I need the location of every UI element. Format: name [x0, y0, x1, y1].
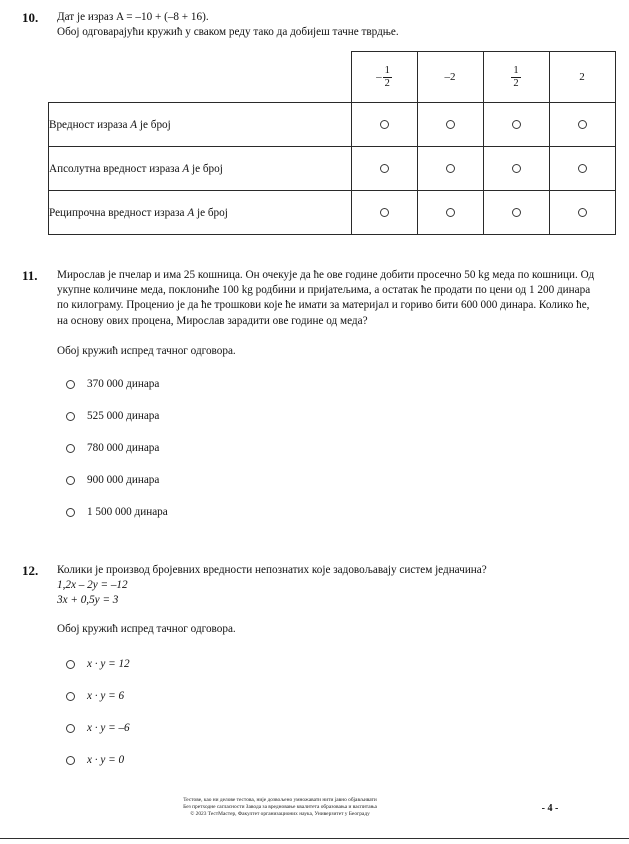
- radio-circle[interactable]: [512, 208, 521, 217]
- statement-text-pre: Реципрочна вредност израза: [49, 206, 188, 219]
- choice-bullet[interactable]: [57, 756, 87, 765]
- choice-11-b[interactable]: [57, 400, 168, 432]
- radio-circle[interactable]: [380, 120, 389, 129]
- radio-circle[interactable]: [66, 660, 75, 669]
- question-12: [0, 563, 629, 637]
- question-11-prompt-line-1: Мирослав је пчелар и има 25 кошница. Он очекује да ће ове године добити просечно 50 kg меда по кошници. Од: [57, 269, 595, 281]
- row-statement-reciprocal: [49, 191, 352, 235]
- question-12-equation-1: 1,2x – 2y = –12: [57, 579, 128, 592]
- fraction-numerator: 1: [513, 65, 519, 77]
- statement-variable: A: [187, 206, 195, 219]
- choice-label: 1 500 000 динара: [87, 506, 168, 518]
- question-12-prompt-line-1: Колики је производ бројевних вредности непознатих које задовољавају систем једначина?: [57, 564, 487, 576]
- row-statement-absolute: [49, 147, 352, 191]
- table-row: [49, 191, 616, 235]
- statement-variable: A: [182, 162, 190, 175]
- choice-label: x · y = 12: [87, 658, 130, 670]
- choice-label: 780 000 динара: [87, 442, 160, 454]
- footer-copyright: [100, 797, 460, 819]
- choice-12-c[interactable]: [57, 712, 130, 744]
- footer-line-3: © 2023 ТестМастер, Факултет организационих наука, Универзитет у Београду: [190, 811, 370, 818]
- radio-circle[interactable]: [66, 692, 75, 701]
- column-header-minus-two: –2: [417, 52, 483, 103]
- statement-text-post: је број: [194, 206, 228, 219]
- choice-label: x · y = –6: [87, 722, 130, 734]
- radio-circle[interactable]: [512, 164, 521, 173]
- minus-sign: –: [376, 71, 382, 83]
- radio-cell-r3c3[interactable]: [483, 191, 549, 235]
- statement-variable: A: [130, 118, 138, 131]
- question-11-instruction: Обој кружић испред тачног одговора.: [57, 344, 236, 357]
- choice-12-b[interactable]: [57, 680, 130, 712]
- choice-label: 525 000 динара: [87, 410, 160, 422]
- question-10-answer-grid: [48, 51, 610, 235]
- choice-bullet[interactable]: [57, 692, 87, 701]
- radio-cell-r1c3[interactable]: [483, 103, 549, 147]
- question-12-instruction: Обој кружић испред тачног одговора.: [57, 623, 236, 636]
- radio-circle[interactable]: [66, 756, 75, 765]
- radio-circle[interactable]: [380, 208, 389, 217]
- radio-circle[interactable]: [578, 208, 587, 217]
- answer-grid-header-row: [49, 52, 616, 103]
- choice-bullet[interactable]: [57, 476, 87, 485]
- footer-line-2: Без претходне сагласности Завода за вредновање квалитета образовања и васпитања: [183, 804, 377, 811]
- radio-cell-r1c4[interactable]: [549, 103, 615, 147]
- statement-text-pre: Апсолутна вредност израза: [49, 162, 183, 175]
- radio-circle[interactable]: [66, 724, 75, 733]
- radio-circle[interactable]: [512, 120, 521, 129]
- choice-bullet[interactable]: [57, 444, 87, 453]
- question-12-choices: [57, 648, 130, 776]
- question-11-prompt-line-2: укупне количине меда, поклониће 100 kg родбини и пријатељима, а остатак ће продати по цени од 1 200 динара: [57, 284, 591, 297]
- radio-cell-r2c2[interactable]: [417, 147, 483, 191]
- fraction-one-half: [383, 65, 392, 89]
- radio-cell-r3c1[interactable]: [351, 191, 417, 235]
- radio-circle[interactable]: [446, 120, 455, 129]
- column-header-one-half: [483, 52, 549, 103]
- question-11-prompt-line-4: на основу ових процена, Мирослав зарадити ове године од меда?: [57, 314, 368, 327]
- radio-circle[interactable]: [66, 412, 75, 421]
- table-row: [49, 103, 616, 147]
- answer-grid-table: [48, 51, 616, 235]
- question-10-prompt-line-2: Обој одговарајући кружић у сваком реду тако да добијеш тачне тврдње.: [57, 26, 399, 39]
- radio-circle[interactable]: [66, 476, 75, 485]
- radio-cell-r1c2[interactable]: [417, 103, 483, 147]
- radio-cell-r2c3[interactable]: [483, 147, 549, 191]
- question-12-prompt: [57, 563, 609, 637]
- fraction-denominator: 2: [513, 77, 519, 89]
- footer-line-1: Тестове, као ни делове тестова, није дозвољено умножавати нити јавно објављивати: [183, 797, 377, 803]
- row-statement-value: [49, 103, 352, 147]
- statement-text-pre: Вредност израза: [49, 118, 131, 131]
- radio-circle[interactable]: [578, 164, 587, 173]
- page-number: - 4 -: [541, 803, 559, 814]
- choice-12-a[interactable]: [57, 648, 130, 680]
- question-11-prompt-line-3: по килограму. Проценио је да ће трошкови које ће имати за материјал и гориво бити 600 000 динара. Колико ће,: [57, 299, 590, 312]
- choice-bullet[interactable]: [57, 412, 87, 421]
- radio-circle[interactable]: [446, 164, 455, 173]
- radio-circle[interactable]: [66, 380, 75, 389]
- fraction-denominator: 2: [384, 77, 390, 89]
- choice-11-c[interactable]: [57, 432, 168, 464]
- footer-divider: [0, 838, 629, 839]
- radio-circle[interactable]: [66, 508, 75, 517]
- choice-11-e[interactable]: [57, 496, 168, 528]
- choice-label: 900 000 динара: [87, 474, 160, 486]
- question-10-prompt: [57, 10, 609, 40]
- column-header-two: 2: [549, 52, 615, 103]
- radio-cell-r3c2[interactable]: [417, 191, 483, 235]
- choice-11-a[interactable]: [57, 368, 168, 400]
- choice-11-d[interactable]: [57, 464, 168, 496]
- radio-circle[interactable]: [578, 120, 587, 129]
- question-11-number: 11.: [22, 268, 38, 283]
- choice-label: 370 000 динара: [87, 378, 160, 390]
- question-12-number: 12.: [22, 563, 39, 578]
- fraction-numerator: 1: [384, 65, 390, 77]
- question-11-choices: [57, 368, 168, 528]
- radio-cell-r1c1[interactable]: [351, 103, 417, 147]
- spacer: [57, 607, 609, 622]
- radio-cell-r2c4[interactable]: [549, 147, 615, 191]
- choice-bullet[interactable]: [57, 380, 87, 389]
- header-spacer: [49, 52, 352, 103]
- choice-12-d[interactable]: [57, 744, 130, 776]
- question-12-equation-2: 3x + 0,5y = 3: [57, 593, 119, 606]
- question-11-prompt: [57, 268, 609, 359]
- radio-circle[interactable]: [66, 444, 75, 453]
- question-10-prompt-line-1: Дат је израз A = –10 + (–8 + 16).: [57, 11, 209, 23]
- radio-cell-r2c1[interactable]: [351, 147, 417, 191]
- statement-text-post: је број: [137, 118, 171, 131]
- fraction-one-half: [511, 65, 520, 89]
- spacer: [57, 329, 609, 344]
- table-row: [49, 147, 616, 191]
- radio-cell-r3c4[interactable]: [549, 191, 615, 235]
- choice-bullet[interactable]: [57, 660, 87, 669]
- choice-label: x · y = 0: [87, 754, 125, 766]
- question-10-number: 10.: [22, 10, 39, 25]
- question-10: [0, 10, 629, 40]
- choice-bullet[interactable]: [57, 724, 87, 733]
- radio-circle[interactable]: [446, 208, 455, 217]
- radio-circle[interactable]: [380, 164, 389, 173]
- page-footer: [0, 795, 629, 844]
- statement-text-post: је број: [189, 162, 223, 175]
- column-header-minus-one-half: [351, 52, 417, 103]
- choice-bullet[interactable]: [57, 508, 87, 517]
- question-11: [0, 268, 629, 359]
- choice-label: x · y = 6: [87, 690, 125, 702]
